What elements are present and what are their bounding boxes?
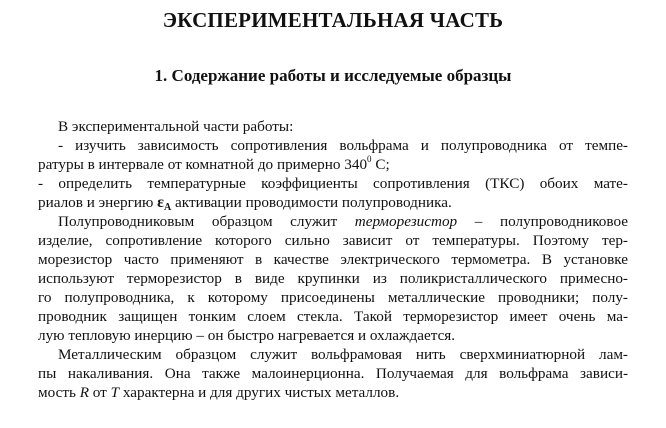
text-run: характерна и для других чистых металлов.: [119, 384, 400, 401]
paragraph-line: [58, 212, 628, 232]
epsilon-symbol: [157, 194, 171, 211]
paragraph-line: [38, 383, 628, 403]
symbol-t: T: [110, 384, 120, 401]
degree-superscript: 0: [367, 154, 372, 164]
paragraph-line: используют терморезистор в виде крупинки из поликристаллического примесно-: [38, 270, 628, 287]
section-heading: 1. Содержание работы и исследуемые образцы: [154, 66, 512, 85]
page-title: ЭКСПЕРИМЕНТАЛЬНАЯ ЧАСТЬ: [162, 8, 504, 32]
symbol-r: R: [79, 384, 89, 401]
paragraph-line: Металлическим образцом служит вольфрамовая нить сверхминиатюрной лам-: [58, 346, 628, 363]
paragraph-line: [38, 193, 628, 213]
text-run: – полупроводниковое: [457, 213, 628, 230]
epsilon-glyph: ε: [157, 194, 164, 211]
paragraph-line: - определить температурные коэффициенты сопротивления (ТКС) обоих мате-: [38, 175, 628, 192]
epsilon-subscript: A: [164, 202, 172, 213]
text-run: Полупроводниковым образцом служит: [58, 213, 355, 230]
paragraph-line: го полупроводника, к которому присоединены металлические проводники; полу-: [38, 289, 628, 306]
text-run: ратуры в интервале от комнатной до примерно 340: [38, 156, 368, 173]
paragraph-line: морезистор часто применяют в качестве электрического термометра. В установке: [38, 251, 628, 268]
paragraph-line: изделие, сопротивление которого сильно зависит от температуры. Поэтому тер-: [38, 232, 628, 249]
paragraph-line: В экспериментальной части работы:: [58, 118, 294, 135]
text-run: риалов и энергию: [38, 194, 158, 211]
text-run: С;: [371, 156, 390, 173]
text-run: мость: [38, 384, 80, 401]
text-run: активации проводимости полупроводника.: [171, 194, 452, 211]
paragraph-line: пы накаливания. Она также малоинерционна. Получаемая для вольфрама зависи-: [38, 365, 628, 382]
text-run: от: [88, 384, 111, 401]
paragraph-line: проводник защищен тонким слоем стекла. Такой терморезистор имеет очень ма-: [38, 308, 628, 325]
emphasis-term: терморезистор: [354, 213, 458, 230]
paragraph-line: [38, 155, 628, 175]
paragraph-line: - изучить зависимость сопротивления вольфрама и полупроводника от темпе-: [58, 137, 628, 154]
paragraph-line: лую тепловую инерцию – он быстро нагревается и охлаждается.: [38, 327, 456, 344]
